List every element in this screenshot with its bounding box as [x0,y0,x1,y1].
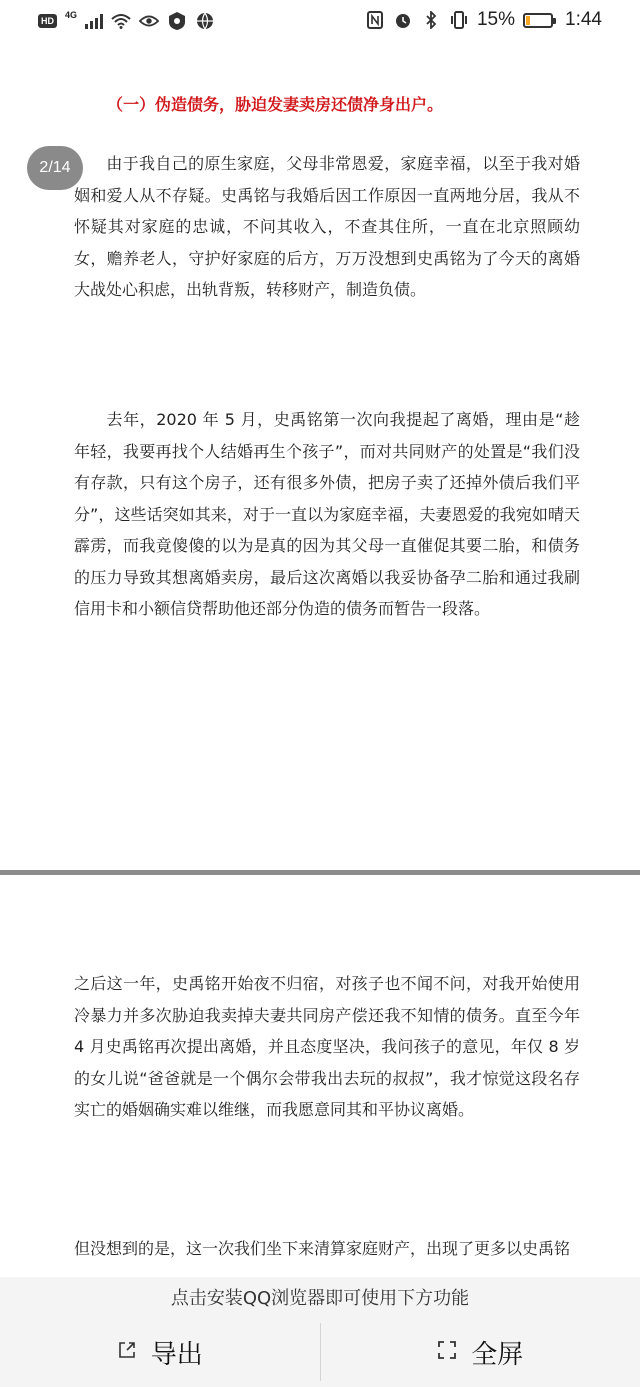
signal-icon [85,13,103,29]
globe-icon [195,11,215,31]
page-indicator: 2/14 [27,146,83,190]
fullscreen-button[interactable] [321,1317,640,1387]
battery-percent: 15% [476,9,516,30]
export-button[interactable] [0,1317,320,1387]
document-page-1 [0,44,640,870]
hd-icon: HD [38,14,57,28]
fullscreen-label: 全屏 [471,1339,524,1370]
status-right [365,9,602,31]
paragraph-1 [74,148,580,306]
shield-icon [167,11,187,31]
paragraph-text: 但没想到的是，这一次我们坐下来清算家庭财产，出现了更多以史禹铭 [74,1239,571,1258]
clock-time: 1:44 [565,9,602,30]
fullscreen-icon [437,1337,457,1367]
vibrate-icon [449,10,469,30]
alarm-icon [393,10,413,30]
paragraph-2 [74,404,580,625]
export-icon [117,1337,137,1367]
paragraph-3 [74,968,580,1126]
nfc-icon [365,10,385,30]
status-bar [0,0,640,44]
network-type: 4G [65,10,78,20]
paragraph-4 [74,1233,580,1265]
paragraph-text: 之后这一年，史禹铭开始夜不归宿，对孩子也不闻不问，对我开始使用冷暴力并多次胁迫我卖掉夫妻共同房产偿还我不知情的债务。直至今年 4 月史禹铭再次提出离婚，并且态度坚决，我问孩子的意见，年仅 8 岁的女儿说“爸爸就是一个偶尔会带我出去玩的叔叔”，我才惊觉这段名存实亡的婚姻确实难以维继，而我愿意同其和平协议离婚。 [74,974,580,1119]
export-label: 导出 [150,1339,203,1370]
bottom-toolbar [0,1317,640,1387]
section-heading: （一）伪造债务，胁迫发妻卖房还债净身出户。 [107,97,444,114]
page-divider [0,870,640,875]
install-browser-banner[interactable] [0,1277,640,1317]
bluetooth-icon [421,10,441,30]
eye-icon [139,11,159,31]
paragraph-text: 去年，2020 年 5 月，史禹铭第一次向我提起了离婚，理由是“趁年轻，我要再找个人结婚再生个孩子”，而对共同财产的处置是“我们没有存款，只有这个房子，还有很多外债，把房子卖了还掉外债后我们平分”，这些话突如其来，对于一直以为家庭幸福，夫妻恩爱的我宛如晴天霹雳，而我竟傻傻的以为是真的因为其父母一直催促其要二胎，和债务的压力导致其想离婚卖房，最后这次离婚以我妥协备孕二胎和通过我刷信用卡和小额信贷帮助他还部分伪造的债务而暂告一段落。 [74,410,580,618]
battery-icon [523,13,553,28]
wifi-icon [111,11,131,31]
paragraph-text: 由于我自己的原生家庭，父母非常恩爱，家庭幸福，以至于我对婚姻和爱人从不存疑。史禹铭与我婚后因工作原因一直两地分居，我从不怀疑其对家庭的忠诚，不问其收入，不查其住所，一直在北京照顾幼女，赡养老人，守护好家庭的后方，万万没想到史禹铭为了今天的离婚大战处心积虑，出轨背叛，转移财产，制造负债。 [74,154,580,299]
banner-text: 点击安装QQ浏览器即可使用下方功能 [170,1288,470,1309]
status-left [38,11,215,31]
